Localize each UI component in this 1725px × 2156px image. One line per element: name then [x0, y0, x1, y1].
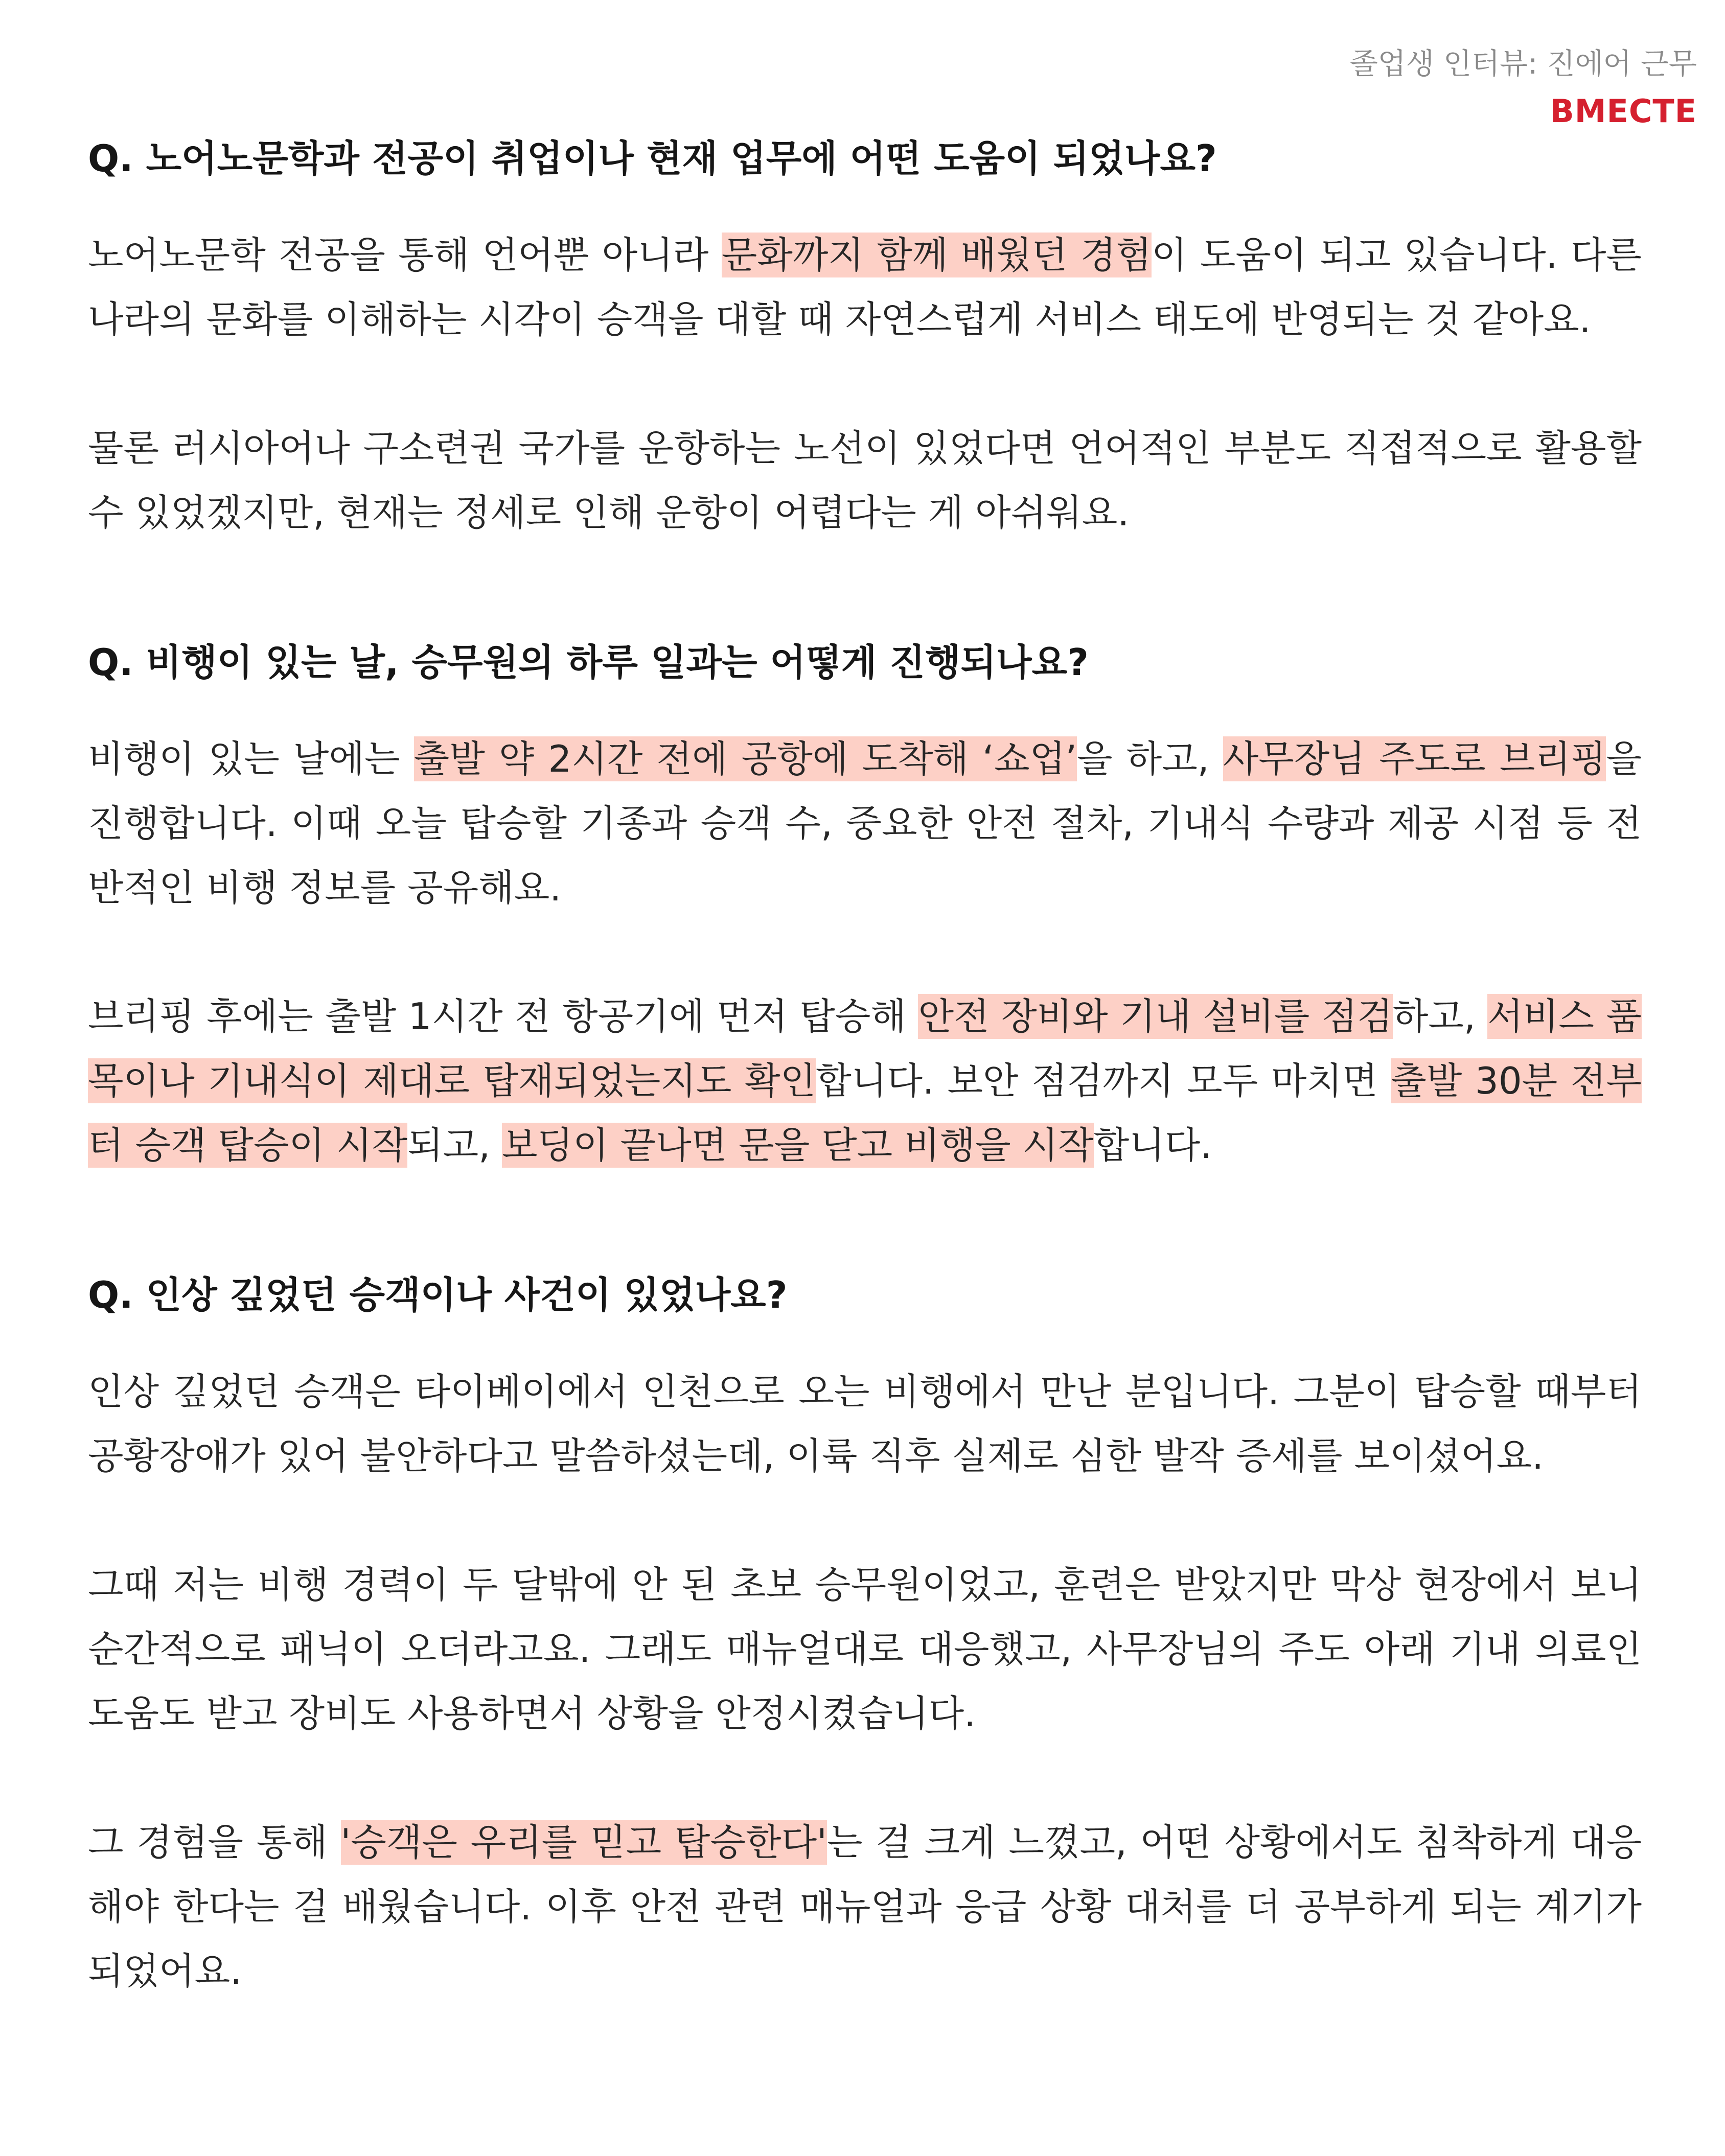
answer-paragraph [88, 1552, 1642, 1746]
question-heading: Q. 비행이 있는 날, 승무원의 하루 일과는 어떻게 진행되나요? [88, 641, 1089, 684]
answer-text: 하고, [1392, 995, 1488, 1038]
answer-text: 이 도움이 되고 있습니다. 다른 나라의 문화를 이해하는 시각이 승객을 대할 때 자연스럽게 서비스 태도에 반영되는 것 같아요. [88, 234, 1642, 341]
answer-text: 되고, [407, 1124, 502, 1167]
question-heading: Q. 인상 깊었던 승객이나 사건이 있었나요? [88, 1273, 788, 1316]
answer-text: 인상 깊었던 승객은 타이베이에서 인천으로 오는 비행에서 만난 분입니다. 그분이 탑승할 때부터 공황장애가 있어 불안하다고 말씀하셨는데, 이륙 직후 실제로 심한 발작 증세를 보이셨어요. [88, 1370, 1642, 1477]
answer-text: 합니다. 보안 점검까지 모두 마치면 [816, 1059, 1391, 1102]
highlighted-text: 출발 30분 전부터 승객 탑승이 시작 [88, 1059, 1642, 1167]
interview-section [88, 632, 1642, 1177]
answer-text: 물론 러시아어나 구소련권 국가를 운항하는 노선이 있었다면 언어적인 부분도 직접적으로 활용할 수 있었겠지만, 현재는 정세로 인해 운항이 어렵다는 게 아쉬워요. [88, 427, 1642, 534]
question-heading: Q. 노어노문학과 전공이 취업이나 현재 업무에 어떤 도움이 되었나요? [88, 137, 1217, 180]
answer-text: 그때 저는 비행 경력이 두 달밖에 안 된 초보 승무원이었고, 훈련은 받았지만 막상 현장에서 보니 순간적으로 패닉이 오더라고요. 그래도 매뉴얼대로 대응했고, 사무장님의 주도 아래 기내 의료인 도움도 받고 장비도 사용하면서 상황을 안정시켰습니다. [88, 1563, 1642, 1735]
interview-section [88, 128, 1642, 545]
answer-text: 는 걸 크게 느꼈고, 어떤 상황에서도 침착하게 대응해야 한다는 걸 배웠습니다. 이후 안전 관련 매뉴얼과 응급 상황 대처를 더 공부하게 되는 계기가 되었어요. [88, 1821, 1642, 1992]
highlighted-text: 안전 장비와 기내 설비를 점검 [918, 995, 1393, 1038]
answer-paragraph [88, 1810, 1642, 2003]
interview-content [88, 128, 1642, 2003]
answer-text: 브리핑 후에는 출발 1시간 전 항공기에 먼저 탑승해 [88, 995, 918, 1038]
highlighted-text: 출발 약 2시간 전에 공항에 도착해 ‘쇼업’ [413, 737, 1077, 780]
answer-text: 그 경험을 통해 [88, 1821, 341, 1864]
highlighted-text: '승객은 우리를 믿고 탑승한다' [340, 1821, 827, 1864]
answer-paragraph [88, 727, 1642, 920]
brand-logo-text: BMECTE [1550, 92, 1697, 130]
interview-section [88, 1264, 1642, 2003]
answer-paragraph [88, 223, 1642, 352]
document-header [1350, 41, 1697, 136]
answer-text: 을 진행합니다. 이때 오늘 탑승할 기종과 승객 수, 중요한 안전 절차, 기내식 수량과 제공 시점 등 전반적인 비행 정보를 공유해요. [88, 737, 1642, 909]
answer-text: 노어노문학 전공을 통해 언어뿐 아니라 [88, 234, 722, 276]
answer-text: 비행이 있는 날에는 [88, 737, 414, 780]
highlighted-text: 사무장님 주도로 브리핑 [1223, 737, 1606, 780]
highlighted-text: 보딩이 끝나면 문을 닫고 비행을 시작 [501, 1124, 1094, 1167]
highlighted-text: 문화까지 함께 배웠던 경험 [721, 234, 1152, 276]
answer-text: 을 하고, [1077, 737, 1223, 780]
answer-paragraph [88, 416, 1642, 545]
highlighted-text: 서비스 품목이나 기내식이 제대로 탑재되었는지도 확인 [88, 995, 1642, 1102]
header-caption: 졸업생 인터뷰: 진에어 근무 [1349, 47, 1697, 81]
answer-text: 합니다. [1093, 1124, 1212, 1167]
answer-paragraph [88, 1359, 1642, 1488]
answer-paragraph [88, 984, 1642, 1177]
